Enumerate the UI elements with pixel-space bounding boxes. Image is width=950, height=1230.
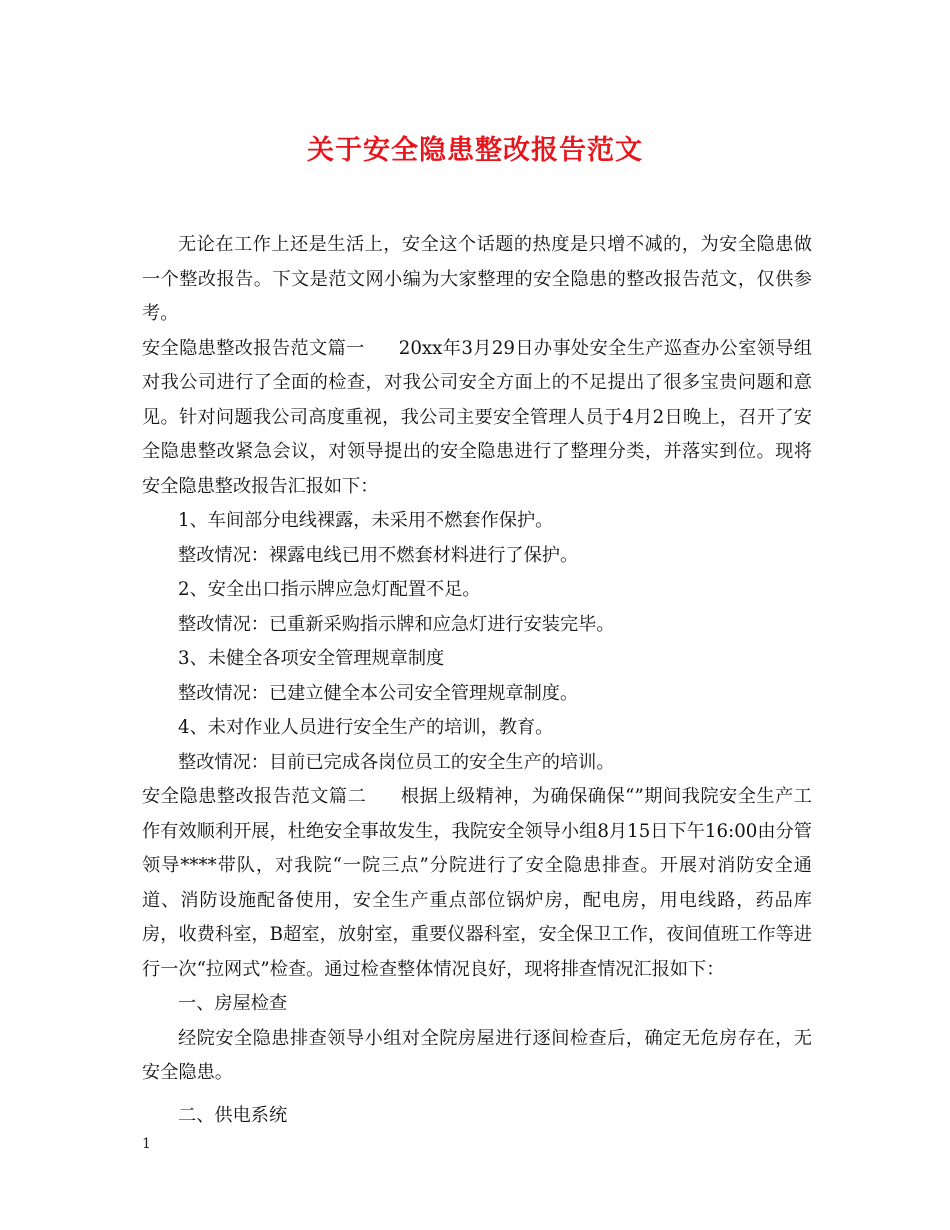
list-item: 4、未对作业人员进行安全生产的培训，教育。	[178, 717, 554, 738]
intro-paragraph: 无论在工作上还是生活上，安全这个话题的热度是只增不减的，为安全隐患做一个整改报告。下文是范文网小编为大家整理的安全隐患的整改报告范文，仅供参考。	[142, 234, 812, 324]
section-heading: 一、房屋检查	[178, 993, 288, 1014]
list-item: 3、未健全各项安全管理规章制度	[178, 648, 445, 669]
part1-paragraph	[142, 332, 812, 505]
list-item: 整改情况：已重新采购指示牌和应急灯进行安装完毕。	[178, 613, 615, 635]
list-item: 整改情况：目前已完成各岗位员工的安全生产的培训。	[178, 751, 615, 773]
document-title: 关于安全隐患整改报告范文	[307, 135, 643, 166]
part2-text: 根据上级精神，为确保确保“”期间我院安全生产工作有效顺利开展，杜绝安全事故发生，我院安全领导小组8月15日下午16:00由分管领导****带队，对我院“一院三点”分院进行了安全隐患排查。开展对消防安全通道、消防设施配备使用，安全生产重点部位锅炉房，配电房，用电线路，药品库房，收费科室，B超室，放射室，重要仪器科室，安全保卫工作，夜间值班工作等进行一次“拉网式”检查。通过检查整体情况良好，现将排查情况汇报如下：	[142, 786, 812, 980]
part2-paragraph	[142, 780, 812, 987]
part1-text: 20xx年3月29日办事处安全生产巡查办公室领导组对我公司进行了全面的检查，对我公司安全方面上的不足提出了很多宝贵问题和意见。针对问题我公司高度重视，我公司主要安全管理人员于4月2日晚上，召开了安全隐患整改紧急会议，对领导提出的安全隐患进行了整理分类，并落实到位。现将安全隐患整改报告汇报如下：	[142, 337, 812, 497]
list-item: 2、安全出口指示牌应急灯配置不足。	[178, 579, 481, 600]
section-paragraph: 经院安全隐患排查领导小组对全院房屋进行逐间检查后，确定无危房存在，无安全隐患。	[142, 1027, 812, 1083]
list-item: 整改情况：裸露电线已用不燃套材料进行了保护。	[178, 544, 579, 566]
section-heading: 二、供电系统	[178, 1104, 288, 1126]
list-item: 整改情况：已建立健全本公司安全管理规章制度。	[178, 682, 579, 704]
page-number: 1	[142, 1136, 151, 1152]
part2-heading: 安全隐患整改报告范文篇二	[142, 786, 367, 807]
list-item: 1、车间部分电线裸露，未采用不燃套作保护。	[178, 510, 554, 531]
document-body	[142, 228, 812, 1133]
part1-heading: 安全隐患整改报告范文篇一	[142, 337, 365, 359]
